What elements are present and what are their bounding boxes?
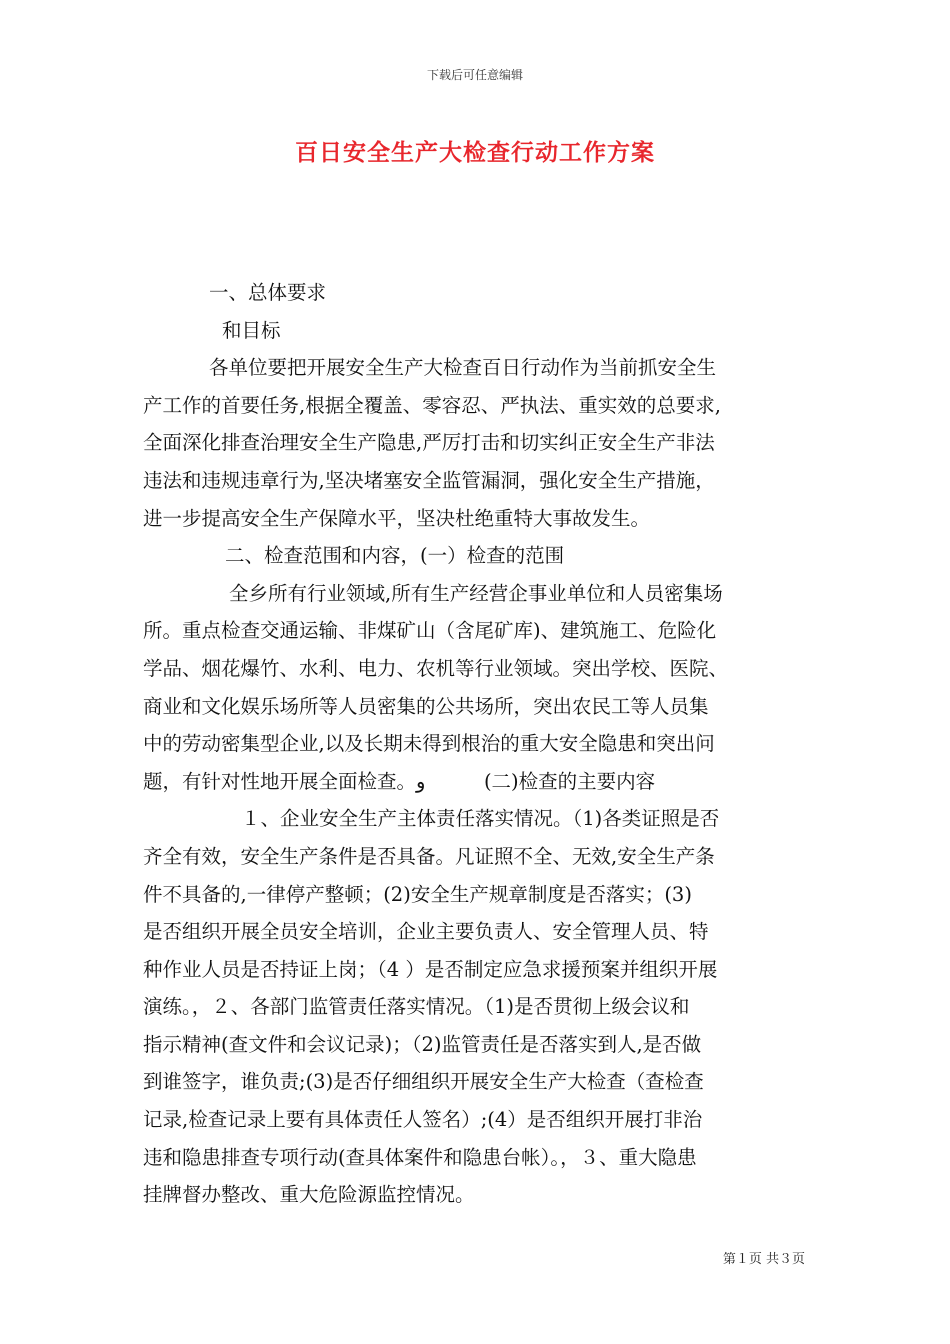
paragraph-line: 各单位要把开展安全生产大检查百日行动作为当前抓安全生 <box>209 356 717 380</box>
paragraph-line: 到谁签字，谁负责;(3)是否仔细组织开展安全生产大检查（查检查 <box>143 1070 704 1094</box>
paragraph-line: 商业和文化娱乐场所等人员密集的公共场所，突出农民工等人员集 <box>143 694 709 718</box>
page-number-footer: 第１页 共３页 <box>722 1252 805 1267</box>
section-heading-1-cont: 和目标 <box>222 318 281 342</box>
paragraph-line: 中的劳动密集型企业,以及长期未得到根治的重大安全隐患和突出问 <box>143 732 715 756</box>
paragraph-line: 件不具备的,一律停产整顿；(2)安全生产规章制度是否落实；(3) <box>143 882 692 906</box>
paragraph-line: 演练。，２、各部门监管责任落实情况。（1)是否贯彻上级会议和 <box>143 995 690 1019</box>
paragraph-line: 记录,检查记录上要有具体责任人签名）;(4）是否组织开展打非治 <box>143 1108 703 1132</box>
document-body <box>143 274 811 1214</box>
paragraph-line: 指示精神(查文件和会议记录)；（2)监管责任是否落实到人,是否做 <box>143 1032 702 1056</box>
document-title: 百日安全生产大检查行动工作方案 <box>295 139 655 166</box>
paragraph-line: 进一步提高安全生产保障水平，坚决杜绝重特大事故发生。 <box>143 506 651 530</box>
paragraph-line: 是否组织开展全员安全培训，企业主要负责人、安全管理人员、特 <box>143 920 709 944</box>
paragraph-line: 产工作的首要任务,根据全覆盖、零容忍、严执法、重实效的总要求, <box>143 393 721 417</box>
paragraph-line: 种作业人员是否持证上岗；（4 ）是否制定应急求援预案并组织开展 <box>143 957 718 981</box>
paragraph-line: １、企业安全生产主体责任落实情况。（1)各类证照是否 <box>241 807 720 831</box>
paragraph-line: 所。重点检查交通运输、非煤矿山（含尾矿库)、建筑施工、危险化 <box>143 619 717 643</box>
page-header-note: 下载后可任意编辑 <box>426 68 523 82</box>
section-heading-2: 二、检查范围和内容，(一）检查的范围 <box>225 544 565 568</box>
paragraph-line: 全面深化排查治理安全生产隐患,严厉打击和切实纠正安全生产非法 <box>143 431 715 455</box>
paragraph-line: 学品、烟花爆竹、水利、电力、农机等行业领域。突出学校、医院、 <box>143 656 729 680</box>
paragraph-line: 违和隐患排查专项行动(查具体案件和隐患台帐）。，３、重大隐患 <box>143 1145 697 1169</box>
paragraph-line: 全乡所有行业领域,所有生产经营企事业单位和人员密集场 <box>229 581 723 605</box>
paragraph-line: 齐全有效，安全生产条件是否具备。凡证照不全、无效,安全生产条 <box>143 844 715 868</box>
paragraph-line: 挂牌督办整改、重大危险源监控情况。 <box>143 1183 475 1207</box>
paragraph-line: 违法和违规违章行为,坚决堵塞安全监管漏洞，强化安全生产措施， <box>143 468 715 492</box>
paragraph-line: 题，有针对性地开展全面检查。و (二)检查的主要内容 <box>143 769 656 793</box>
section-heading-1: 一、总体要求 <box>209 281 327 304</box>
